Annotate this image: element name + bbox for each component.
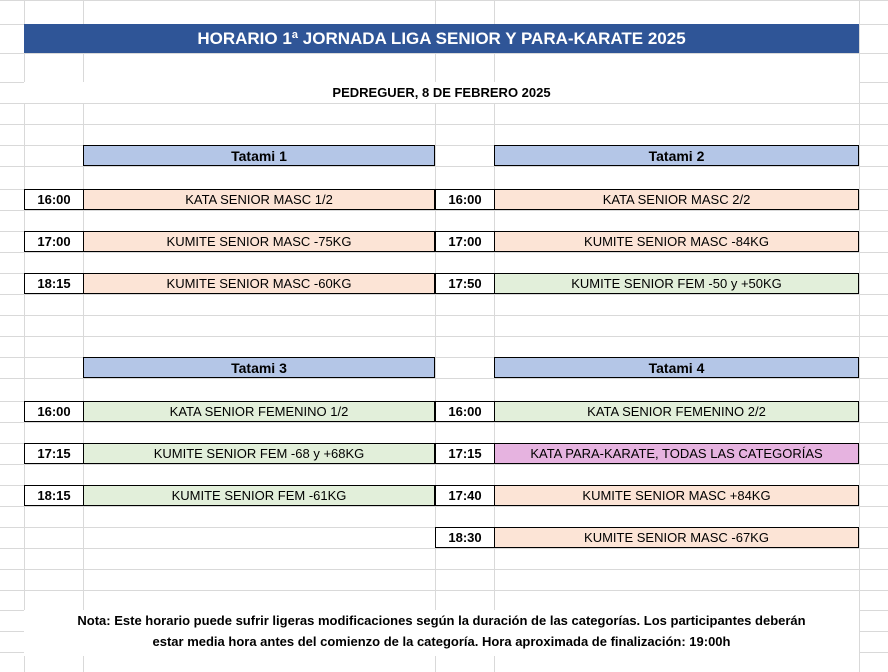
tatami-2-time-2: 17:00 — [435, 231, 495, 252]
tatami-4-event-1: KATA SENIOR FEMENINO 2/2 — [494, 401, 859, 422]
tatami-3-event-3: KUMITE SENIOR FEM -61KG — [83, 485, 435, 506]
tatami-3-event-2: KUMITE SENIOR FEM -68 y +68KG — [83, 443, 435, 464]
tatami-1-event-1: KATA SENIOR MASC 1/2 — [83, 189, 435, 210]
tatami-2-time-3: 17:50 — [435, 273, 495, 294]
page-title: HORARIO 1ª JORNADA LIGA SENIOR Y PARA-KARATE 2025 — [24, 24, 859, 53]
tatami-4-event-4: KUMITE SENIOR MASC -67KG — [494, 527, 859, 548]
tatami-4-time-2: 17:15 — [435, 443, 495, 464]
tatami-4-header: Tatami 4 — [494, 357, 859, 378]
tatami-2-header: Tatami 2 — [494, 145, 859, 166]
tatami-2-time-1: 16:00 — [435, 189, 495, 210]
note-line-2: estar media hora antes del comienzo de la categoría. Hora aproximada de finalización: 19:00h — [152, 634, 731, 649]
tatami-4-event-3: KUMITE SENIOR MASC +84KG — [494, 485, 859, 506]
tatami-1-time-1: 16:00 — [24, 189, 84, 210]
tatami-1-event-3: KUMITE SENIOR MASC -60KG — [83, 273, 435, 294]
tatami-4-event-2: KATA PARA-KARATE, TODAS LAS CATEGORÍAS — [494, 443, 859, 464]
tatami-1-time-3: 18:15 — [24, 273, 84, 294]
tatami-3-header: Tatami 3 — [83, 357, 435, 378]
tatami-4-time-4: 18:30 — [435, 527, 495, 548]
schedule-note — [24, 610, 859, 656]
tatami-4-time-1: 16:00 — [435, 401, 495, 422]
tatami-1-event-2: KUMITE SENIOR MASC -75KG — [83, 231, 435, 252]
event-location-date: PEDREGUER, 8 DE FEBRERO 2025 — [24, 82, 859, 103]
tatami-1-header: Tatami 1 — [83, 145, 435, 166]
tatami-3-time-3: 18:15 — [24, 485, 84, 506]
tatami-2-event-2: KUMITE SENIOR MASC -84KG — [494, 231, 859, 252]
tatami-1-time-2: 17:00 — [24, 231, 84, 252]
tatami-4-time-3: 17:40 — [435, 485, 495, 506]
tatami-3-event-1: KATA SENIOR FEMENINO 1/2 — [83, 401, 435, 422]
tatami-2-event-3: KUMITE SENIOR FEM -50 y +50KG — [494, 273, 859, 294]
note-line-1: Nota: Este horario puede sufrir ligeras modificaciones según la duración de las categorías. Los participantes deberán — [77, 613, 806, 628]
tatami-2-event-1: KATA SENIOR MASC 2/2 — [494, 189, 859, 210]
tatami-3-time-1: 16:00 — [24, 401, 84, 422]
tatami-3-time-2: 17:15 — [24, 443, 84, 464]
